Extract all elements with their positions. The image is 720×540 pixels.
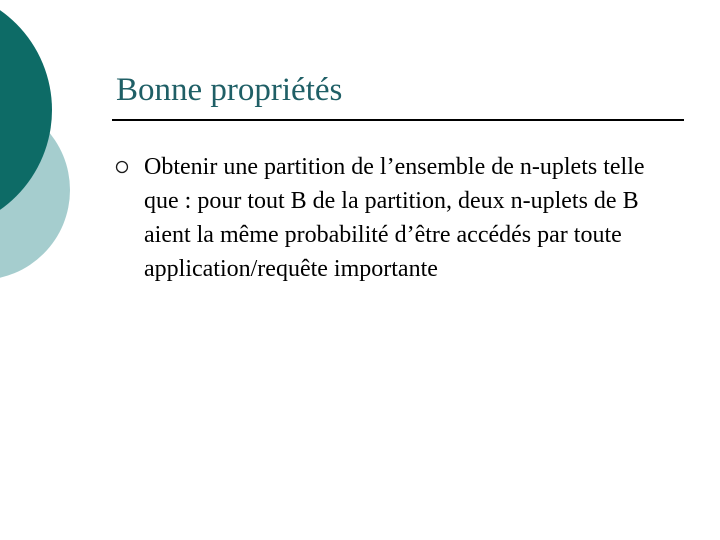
decorative-circles — [0, 0, 120, 300]
list-item — [112, 150, 672, 286]
title-underline — [112, 119, 684, 121]
bullet-list — [112, 150, 672, 286]
slide-title: Bonne propriétés — [116, 72, 343, 108]
bullet-text: Obtenir une partition de l’ensemble de n-uplets telle que : pour tout B de la partition, deux n-uplets de B aient la même probabilité d’être accédés par toute application/requête importante — [144, 154, 645, 282]
hollow-circle-icon — [115, 160, 129, 174]
